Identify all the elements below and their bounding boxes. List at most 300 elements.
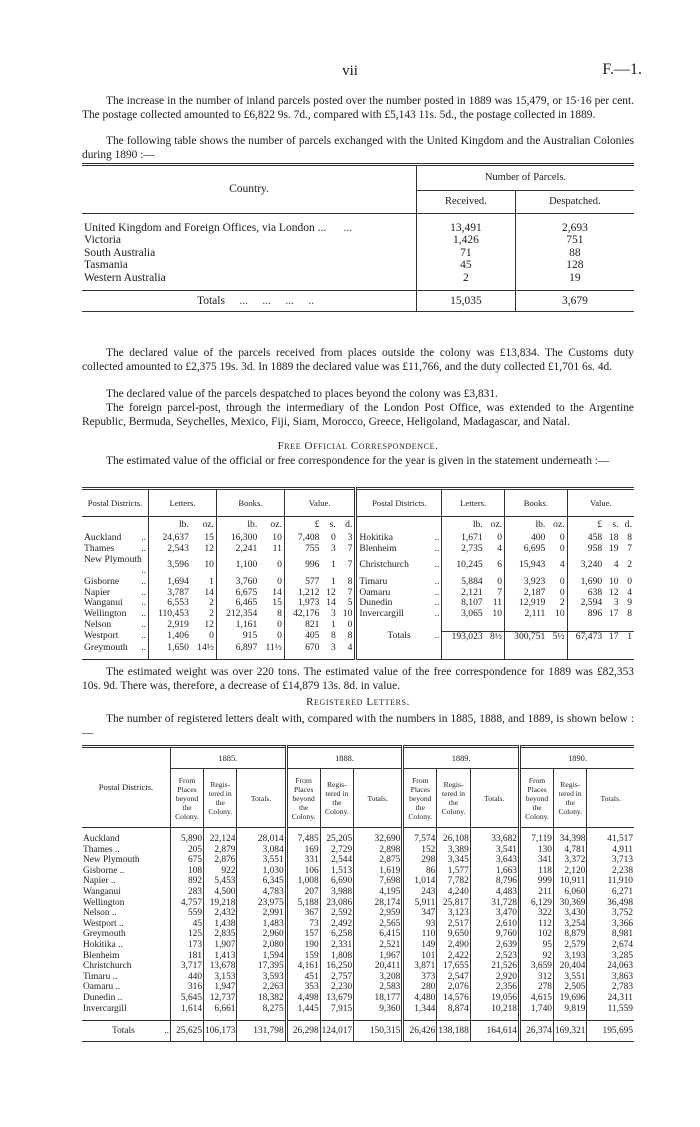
district-name: Oamaru <box>359 586 391 598</box>
unit-label: lb. <box>216 517 259 534</box>
free-value-cell: 2 <box>559 597 565 609</box>
parcel-row <box>82 247 634 259</box>
parcel-country <box>82 247 417 259</box>
dot-leader: .. <box>141 608 146 620</box>
parcel-country-name: Tasmania <box>84 259 128 272</box>
registered-value-cell: 14,576 <box>437 993 470 1004</box>
unit-label: oz. <box>553 518 565 530</box>
totals-header: Totals. <box>470 769 519 828</box>
registered-value-cell: 7,698 <box>354 876 403 887</box>
registered-value-cell: 3,285 <box>587 951 634 962</box>
registered-value-cell: 278 <box>519 982 553 993</box>
free-correspondence-table <box>82 487 634 660</box>
free-value-cell: 2,543 <box>149 544 191 555</box>
registered-value-cell: 3,717 <box>171 961 204 972</box>
unit-label: oz. <box>202 518 214 530</box>
registered-value-cell: 1,740 <box>519 1004 553 1015</box>
registered-value-cell: 280 <box>403 982 437 993</box>
free-value-cell: 19 <box>608 542 619 554</box>
free-value-cell: 12 <box>326 586 336 598</box>
page-number: vii <box>342 63 358 79</box>
registered-district: Nelson .. <box>83 908 117 919</box>
registered-value-cell: 3,389 <box>437 845 470 856</box>
dot-leader: .. <box>141 586 146 598</box>
free-value-cell: 10 <box>272 532 282 543</box>
unit-label: £ <box>284 517 321 534</box>
free-value-cell: 7 <box>347 559 353 571</box>
registered-value-cell: 2,610 <box>470 919 519 930</box>
district-name: Christchurch <box>359 559 409 571</box>
free-value-cell: 9 <box>627 597 632 609</box>
free-value-cell: 6 <box>497 559 502 571</box>
registered-row <box>82 898 634 909</box>
parcels-total-received: 15,035 <box>417 291 516 312</box>
registered-row <box>82 951 634 962</box>
free-value-cell: 0 <box>277 575 282 587</box>
free-value-cell: 1,694 <box>149 577 191 588</box>
registered-value-cell: 130 <box>519 845 553 856</box>
free-value-cell: 11 <box>492 597 502 609</box>
registered-value-cell: 6,060 <box>553 887 586 898</box>
free-row <box>82 631 634 642</box>
registered-value-cell: 243 <box>403 887 437 898</box>
free-value-cell: 1,690 <box>567 577 604 588</box>
registered-value-cell: 4,195 <box>354 887 403 898</box>
free-row <box>82 533 634 544</box>
free-value-cell: 14 <box>272 586 282 598</box>
free-books-header-right: Books. <box>505 489 568 517</box>
totals-header: Totals. <box>237 769 286 828</box>
year-header: 1888. <box>286 747 403 769</box>
registered-value-cell: 1,344 <box>403 1004 437 1015</box>
free-value-cell: 7 <box>497 586 502 598</box>
registered-value-cell: 2,238 <box>587 866 634 877</box>
parcel-despatched: 751 <box>515 234 634 246</box>
registered-value-cell: 3,470 <box>470 908 519 919</box>
free-value-cell: 405 <box>284 631 321 642</box>
registered-value-cell: 5,911 <box>403 898 437 909</box>
free-value-cell: 996 <box>284 555 321 577</box>
paragraph-despatched-value: The declared value of the parcels despatched to places beyond the colony was £3,831. <box>106 388 498 400</box>
from-places-header: From Places beyond the Colony. <box>519 769 553 828</box>
registered-letters-rows <box>82 828 634 1042</box>
registered-value-cell: 6,690 <box>320 876 353 887</box>
free-value-cell: 1 <box>209 575 214 587</box>
registered-value-cell: 2,505 <box>553 982 586 993</box>
registered-totals-row <box>82 1021 634 1042</box>
dot-leader: .. <box>164 1025 169 1036</box>
free-value-cell: 10 <box>342 608 353 620</box>
registered-district: Dunedin .. <box>83 992 123 1003</box>
registered-row <box>82 855 634 866</box>
free-value-cell: 0 <box>559 532 565 543</box>
free-value-cell: 11½ <box>265 641 282 653</box>
registered-value-cell: 205 <box>171 845 204 856</box>
free-value-cell: 10 <box>555 608 565 620</box>
registered-value-cell: 367 <box>286 908 320 919</box>
registered-value-cell: 892 <box>171 876 204 887</box>
registered-value-cell: 322 <box>519 908 553 919</box>
registered-value-cell: 1,483 <box>237 919 286 930</box>
registered-value-cell: 23,086 <box>320 898 353 909</box>
free-value-cell: 5,884 <box>442 577 485 588</box>
registered-value-cell: 3,430 <box>553 908 586 919</box>
registered-value-cell: 102 <box>519 929 553 940</box>
registered-district: Oamaru .. <box>83 982 121 993</box>
registered-value-cell: 2,422 <box>437 951 470 962</box>
free-correspondence-rows <box>82 517 634 660</box>
free-letters-header-left: Letters. <box>149 489 217 517</box>
registered-value-cell: 24,311 <box>587 993 634 1004</box>
free-district <box>356 555 442 577</box>
registered-value-cell: 353 <box>286 982 320 993</box>
free-units-row <box>82 517 634 534</box>
document-reference: F.—1. <box>602 61 642 78</box>
registered-value-cell: 9,819 <box>553 1004 586 1015</box>
registered-value-cell: 3,551 <box>237 855 286 866</box>
free-value-cell: 15,943 <box>505 555 548 577</box>
received-header: Received. <box>417 191 516 214</box>
registered-value-cell: 1,413 <box>204 951 237 962</box>
registered-value-cell: 298 <box>403 855 437 866</box>
paragraph-free-intro: The estimated value of the official or free correspondence for the year is given in the statement underneath :— <box>106 455 610 467</box>
registered-value-cell: 8,879 <box>553 929 586 940</box>
parcel-despatched: 88 <box>515 247 634 259</box>
unit-label: lb. <box>149 517 191 534</box>
registered-value-cell: 92 <box>519 951 553 962</box>
registered-row <box>82 887 634 898</box>
registered-value-cell: 3,659 <box>519 961 553 972</box>
registered-district: New Plymouth <box>83 855 140 866</box>
free-total-cell: 17 <box>604 631 620 642</box>
registered-value-cell: 6,271 <box>587 887 634 898</box>
free-value-cell: 3,240 <box>567 555 604 577</box>
free-value-header-right: Value. <box>567 489 634 517</box>
free-value-cell: 14 <box>204 586 214 598</box>
free-value-cell: 8 <box>627 608 632 620</box>
free-district <box>82 555 149 577</box>
free-value-cell: 0 <box>277 559 282 571</box>
free-district <box>356 544 442 555</box>
registered-value-cell: 181 <box>171 951 204 962</box>
parcel-row <box>82 272 634 284</box>
free-value-cell: 2,594 <box>567 598 604 609</box>
parcel-received: 2 <box>417 272 516 284</box>
registered-value-cell: 5,890 <box>171 834 204 845</box>
registered-value-cell: 10,911 <box>553 876 586 887</box>
parcel-despatched: 19 <box>515 272 634 284</box>
registered-value-cell: 86 <box>403 866 437 877</box>
registered-value-cell: 6,129 <box>519 898 553 909</box>
registered-value-cell: 3,193 <box>553 951 586 962</box>
country-header: Country. <box>82 165 417 214</box>
free-value-cell: 7,408 <box>284 533 321 544</box>
parcel-row <box>82 234 634 246</box>
registered-value-cell: 2,991 <box>237 908 286 919</box>
registered-value-cell: 10,218 <box>470 1004 519 1015</box>
district-name: Nelson <box>84 619 112 631</box>
registered-value-cell: 110 <box>403 929 437 940</box>
free-value-cell: 0 <box>277 630 282 642</box>
free-row <box>82 555 634 577</box>
district-name: Napier <box>84 586 111 598</box>
registered-value-cell: 45 <box>171 919 204 930</box>
registered-value-cell: 9,760 <box>470 929 519 940</box>
free-value-cell: 915 <box>216 631 259 642</box>
unit-label: £ <box>567 517 604 534</box>
free-value-cell: 8 <box>347 575 353 587</box>
registered-value-cell: 3,643 <box>470 855 519 866</box>
registered-value-cell: 169 <box>286 845 320 856</box>
registered-row <box>82 961 634 972</box>
free-value-cell: 821 <box>284 620 321 631</box>
district-name: Invercargill <box>359 608 404 620</box>
registered-value-cell: 373 <box>403 972 437 983</box>
registered-total-cell: 169,321 <box>553 1021 586 1042</box>
registered-value-cell: 26,108 <box>437 834 470 845</box>
registered-value-cell: 17,395 <box>237 961 286 972</box>
free-value-cell: 1,973 <box>284 598 321 609</box>
registered-value-cell: 149 <box>403 940 437 951</box>
unit-label: d. <box>624 518 632 530</box>
parcels-totals-row: Totals ... ... ... .. <box>197 294 315 307</box>
free-value-cell: 10,245 <box>442 555 485 577</box>
registered-value-cell: 2,757 <box>320 972 353 983</box>
registered-value-cell: 16,250 <box>320 961 353 972</box>
registered-value-cell: 3,208 <box>354 972 403 983</box>
free-value-cell: 3,787 <box>149 588 191 599</box>
free-value-cell: 0 <box>209 630 214 642</box>
free-district <box>82 643 149 654</box>
dot-leader: .. <box>434 559 440 571</box>
free-value-cell: 2 <box>627 559 632 571</box>
registered-value-cell: 112 <box>519 919 553 930</box>
registered-value-cell: 30,369 <box>553 898 586 909</box>
district-name: Hokitika <box>359 532 393 543</box>
registered-value-cell: 2,080 <box>237 940 286 951</box>
registered-value-cell: 4,483 <box>470 887 519 898</box>
unit-label: s. <box>612 518 619 530</box>
registered-value-cell: 173 <box>171 940 204 951</box>
dot-leader: .. <box>141 597 146 609</box>
registered-in-colony-header: Regis-tered in the Colony. <box>437 769 470 828</box>
free-row <box>82 643 634 654</box>
registered-value-cell: 2,263 <box>237 982 286 993</box>
registered-value-cell: 21,526 <box>470 961 519 972</box>
free-value-cell: 15 <box>272 597 282 609</box>
free-district-header-right: Postal Districts. <box>356 489 442 517</box>
free-value-cell: 2 <box>209 608 214 620</box>
registered-row <box>82 876 634 887</box>
registered-value-cell: 4,480 <box>403 993 437 1004</box>
free-value-cell: 670 <box>284 643 321 654</box>
free-value-cell: 16,300 <box>216 533 259 544</box>
registered-value-cell: 2,876 <box>204 855 237 866</box>
free-value-cell: 0 <box>277 619 282 631</box>
free-value-cell: 958 <box>567 544 604 555</box>
registered-value-cell: 207 <box>286 887 320 898</box>
registered-value-cell: 7,574 <box>403 834 437 845</box>
free-value-cell: 2,241 <box>216 544 259 555</box>
dot-leader: ... <box>326 222 353 234</box>
registered-value-cell: 312 <box>519 972 553 983</box>
registered-row <box>82 866 634 877</box>
registered-value-cell: 3,988 <box>320 887 353 898</box>
totals-header: Totals. <box>587 769 634 828</box>
parcel-row <box>82 259 634 271</box>
registered-value-cell: 1,808 <box>320 951 353 962</box>
registered-value-cell: 2,517 <box>437 919 470 930</box>
registered-value-cell: 152 <box>403 845 437 856</box>
registered-value-cell: 316 <box>171 982 204 993</box>
unit-label: oz. <box>490 518 502 530</box>
registered-value-cell: 101 <box>403 951 437 962</box>
registered-value-cell: 2,583 <box>354 982 403 993</box>
registered-value-cell: 8,981 <box>587 929 634 940</box>
registered-value-cell: 3,366 <box>587 919 634 930</box>
registered-value-cell: 190 <box>286 940 320 951</box>
registered-value-cell: 73 <box>286 919 320 930</box>
paragraph-registered-intro: The number of registered letters dealt with, compared with the numbers in 1885, 1888, and 1889, is shown below :— <box>82 713 634 739</box>
registered-district: Auckland <box>83 834 120 844</box>
district-name: New Plymouth <box>84 553 142 565</box>
district-name: Blenheim <box>359 542 397 554</box>
registered-district: Blenheim <box>83 950 120 961</box>
district-name: Westport <box>84 630 119 642</box>
free-value-cell: 3,596 <box>149 555 191 577</box>
registered-total-cell: 131,798 <box>237 1021 286 1042</box>
parcel-country-name: United Kingdom and Foreign Offices, via London ... <box>84 222 327 234</box>
paragraph-inland-parcels: The increase in the number of inland parcels posted over the number posted in 1889 was 15,479, or 15·16 per cent. The postage collected amounted to £6,822 9s. 7d., compared with £5,143 11s. 5d., the postage collected in 1889. <box>82 95 634 121</box>
registered-row <box>82 929 634 940</box>
free-district-header-left: Postal Districts. <box>87 497 143 508</box>
free-row <box>82 609 634 620</box>
parcels-totals-label: Totals <box>197 294 225 307</box>
free-value-cell: 0 <box>559 586 565 598</box>
parcels-rows <box>82 222 634 284</box>
parcel-country-name: Victoria <box>84 234 121 247</box>
registered-value-cell: 2,875 <box>354 855 403 866</box>
free-value-cell: 42,176 <box>284 609 321 620</box>
registered-value-cell: 22,124 <box>204 834 237 845</box>
free-value-cell: 10 <box>608 575 619 587</box>
registered-value-cell: 3,871 <box>403 961 437 972</box>
registered-value-cell: 6,661 <box>204 1004 237 1015</box>
registered-value-cell: 1,008 <box>286 876 320 887</box>
registered-row <box>82 845 634 856</box>
parcel-country <box>82 272 417 284</box>
registered-value-cell: 19,056 <box>470 993 519 1004</box>
district-name: Wanganui <box>84 597 123 609</box>
registered-row <box>82 940 634 951</box>
registered-value-cell: 20,411 <box>354 961 403 972</box>
registered-value-cell: 999 <box>519 876 553 887</box>
registered-value-cell: 2,492 <box>320 919 353 930</box>
free-value-cell: 0 <box>559 575 565 587</box>
free-value-cell: 212,354 <box>216 609 259 620</box>
registered-value-cell: 4,781 <box>553 845 586 856</box>
free-value-cell: 7 <box>347 542 353 554</box>
registered-value-cell: 28,014 <box>237 834 286 845</box>
free-value-cell: 18 <box>608 532 619 543</box>
parcels-total-despatched: 3,679 <box>515 291 634 312</box>
free-value-cell: 10 <box>492 608 502 620</box>
district-name: Gisborne <box>84 575 120 587</box>
free-value-cell: 0 <box>559 542 565 554</box>
unit-label: lb. <box>442 517 485 534</box>
registered-value-cell: 2,879 <box>204 845 237 856</box>
dot-leader: .. <box>434 597 440 609</box>
unit-label: d. <box>345 518 353 530</box>
registered-value-cell: 9,360 <box>354 1004 403 1015</box>
despatched-header: Despatched. <box>515 191 634 214</box>
registered-value-cell: 922 <box>204 866 237 877</box>
free-letters-header-right: Letters. <box>442 489 505 517</box>
registered-district: Greymouth <box>83 929 126 940</box>
paragraph-declared-value: The declared value of the parcels received from places outside the colony was £13,834. The Customs duty collected amounted to £2,375 19s. 3d. In 1889 the declared value was £11,766, and the duty collected £1,701 6s. 4d. <box>82 347 634 373</box>
registered-value-cell: 108 <box>171 866 204 877</box>
free-value-cell: 12,919 <box>505 598 548 609</box>
parcel-received: 71 <box>417 247 516 259</box>
registered-value-cell: 4,757 <box>171 898 204 909</box>
registered-value-cell: 3,551 <box>553 972 586 983</box>
registered-value-cell: 2,898 <box>354 845 403 856</box>
registered-value-cell: 341 <box>519 855 553 866</box>
registered-value-cell: 1,445 <box>286 1004 320 1015</box>
registered-value-cell: 17,655 <box>437 961 470 972</box>
free-value-cell: 1,650 <box>149 643 191 654</box>
registered-in-colony-header: Regis-tered in the Colony. <box>553 769 586 828</box>
registered-value-cell: 2,523 <box>470 951 519 962</box>
registered-row <box>82 908 634 919</box>
registered-district: Gisborne .. <box>83 865 125 876</box>
free-value-cell: 3 <box>347 532 353 543</box>
registered-value-cell: 3,372 <box>553 855 586 866</box>
free-value-cell: 7 <box>347 586 353 598</box>
dot-leader: .. <box>141 641 146 653</box>
free-books-header-left: Books. <box>216 489 284 517</box>
dot-leader: .. <box>141 619 146 631</box>
registered-row <box>82 993 634 1004</box>
registered-value-cell: 3,713 <box>587 855 634 866</box>
registered-total-cell: 150,315 <box>354 1021 403 1042</box>
registered-value-cell: 2,960 <box>237 929 286 940</box>
registered-value-cell: 3,593 <box>237 972 286 983</box>
year-header: 1885. <box>171 747 287 769</box>
registered-value-cell: 2,639 <box>470 940 519 951</box>
free-value-cell: 1 <box>330 575 336 587</box>
dot-leader: .. <box>141 575 146 587</box>
registered-value-cell: 32,690 <box>354 834 403 845</box>
registered-value-cell: 2,076 <box>437 982 470 993</box>
registered-value-cell: 1,577 <box>437 866 470 877</box>
registered-value-cell: 23,975 <box>237 898 286 909</box>
free-value-cell: 12 <box>204 542 214 554</box>
free-value-cell: 1,671 <box>442 533 485 544</box>
free-value-cell: 3 <box>330 641 336 653</box>
registered-value-cell: 1,030 <box>237 866 286 877</box>
district-name: Auckland <box>84 532 122 543</box>
free-total-cell: 67,473 <box>567 631 604 642</box>
registered-value-cell: 18,382 <box>237 993 286 1004</box>
free-value-cell: 4 <box>613 559 619 571</box>
free-total-cell: 1 <box>621 631 635 642</box>
registered-total-cell: 106,173 <box>204 1021 237 1042</box>
free-value-cell: 17 <box>608 608 619 620</box>
free-value-cell: 14½ <box>197 641 214 653</box>
parcel-country <box>82 234 417 246</box>
free-value-cell: 14 <box>326 597 336 609</box>
